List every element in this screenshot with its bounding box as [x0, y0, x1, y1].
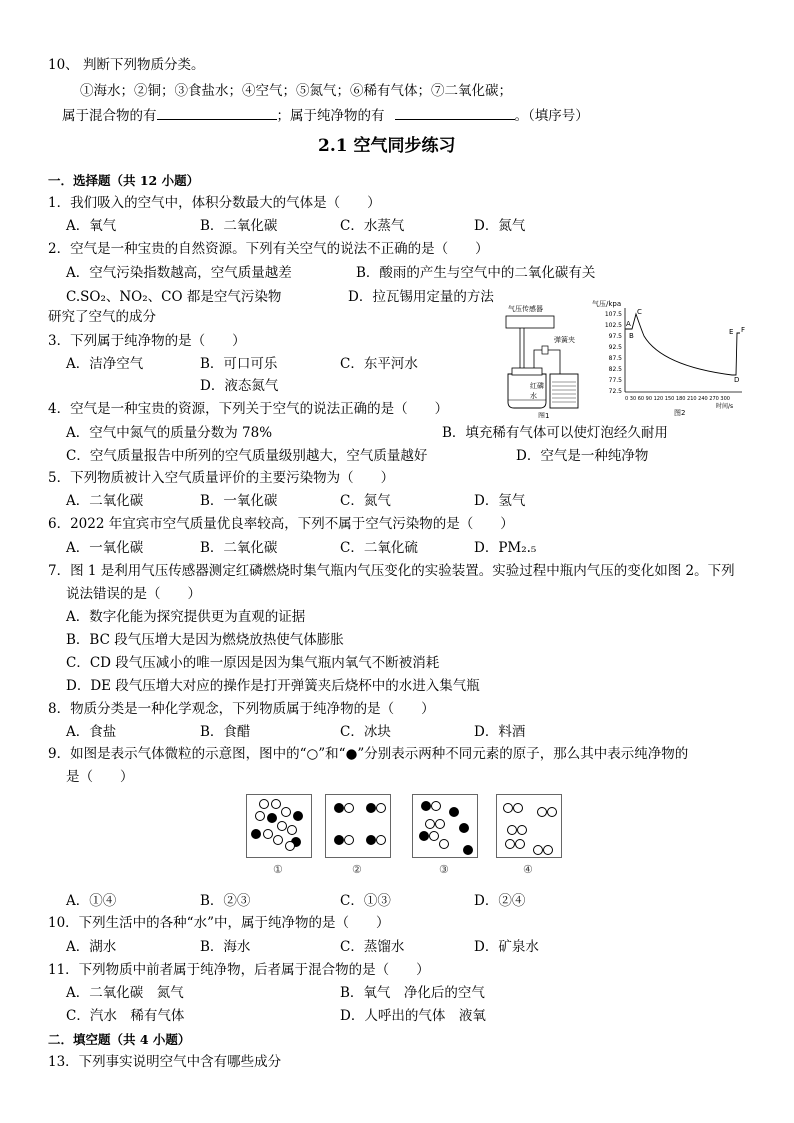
svg-text:97.5: 97.5 [608, 333, 622, 340]
q10-stem: 10．下列生活中的各种“水”中，属于纯净物的是（ ） [48, 915, 390, 931]
q9-option-b[interactable]: B．②③ [200, 893, 251, 909]
q3-stem: 3．下列属于纯净物的是（ ） [48, 333, 246, 349]
svg-text:107.5: 107.5 [604, 311, 622, 318]
q11-option-c[interactable]: C．汽水 稀有气体 [66, 1008, 185, 1024]
prev-q10-title: 10、 判断下列物质分类。 [48, 57, 205, 73]
svg-text:F: F [741, 326, 746, 334]
q8-option-a[interactable]: A．食盐 [66, 724, 117, 740]
svg-text:E: E [729, 328, 734, 336]
q3-option-b[interactable]: B．可口可乐 [200, 356, 278, 372]
q2-option-d-cont: 研究了空气的成分 [48, 309, 156, 325]
section-1-heading: 一．选择题（共 12 小题） [48, 173, 200, 188]
particle-box-4 [496, 794, 562, 858]
q7-option-d[interactable]: D．DE 段气压增大对应的操作是打开弹簧夹后烧杯中的水进入集气瓶 [66, 678, 480, 694]
svg-text:72.5: 72.5 [608, 388, 622, 395]
pressure-curve [625, 314, 740, 375]
q11-option-a[interactable]: A．二氧化碳 氮气 [66, 985, 184, 1001]
figure-2-caption: 图2 [674, 409, 686, 417]
spring-clamp [542, 346, 548, 354]
svg-text:弹簧夹: 弹簧夹 [554, 336, 575, 344]
particle-box-1 [246, 794, 312, 858]
figure-2-pressure-graph [592, 296, 754, 418]
q7-stem-line1: 7．图 1 是利用气压传感器测定红磷燃烧时集气瓶内气压变化的实验装置。实验过程中瓶内气压的变化如图 2。下列 [48, 563, 735, 579]
q13-stem: 13．下列事实说明空气中含有哪些成分 [48, 1054, 282, 1070]
q5-option-d[interactable]: D．氢气 [474, 493, 526, 509]
section-2-heading: 二．填空题（共 4 小题） [48, 1032, 191, 1047]
svg-text:水: 水 [530, 392, 537, 400]
q7-option-b[interactable]: B．BC 段气压增大是因为燃烧放热使气体膨胀 [66, 632, 344, 648]
page-title: 2.1 空气同步练习 [318, 136, 456, 156]
beaker [550, 374, 578, 408]
sensor-label: 气压传感器 [508, 305, 543, 313]
gas-bottle [508, 374, 546, 408]
prev-q10-fill-line [62, 106, 589, 125]
q2-stem: 2．空气是一种宝贵的自然资源。下列有关空气的说法不正确的是（ ） [48, 241, 489, 257]
q4-option-c[interactable]: C．空气质量报告中所列的空气质量级别越大，空气质量越好 [66, 448, 428, 464]
fill-label-mixture: 属于混合物的有 [62, 108, 157, 124]
q4-option-d[interactable]: D．空气是一种纯净物 [516, 448, 649, 464]
particle-label-3: ③ [439, 863, 449, 876]
q2-option-d[interactable]: D．拉瓦锡用定量的方法 [348, 289, 494, 305]
q3-option-c[interactable]: C．东平河水 [340, 356, 418, 372]
svg-text:77.5: 77.5 [608, 377, 622, 384]
q8-option-b[interactable]: B．食醋 [200, 724, 251, 740]
q1-stem: 1．我们吸入的空气中，体积分数最大的气体是（ ） [48, 195, 381, 211]
q6-option-a[interactable]: A．一氧化碳 [66, 540, 144, 556]
q6-stem: 6．2022 年宜宾市空气质量优良率较高，下列不属于空气污染物的是（ ） [48, 516, 514, 532]
q7-option-c[interactable]: C．CD 段气压减小的唯一原因是因为集气瓶内氧气不断被消耗 [66, 655, 440, 671]
particle-box-3 [412, 794, 478, 858]
svg-text:B: B [629, 332, 634, 340]
q11-option-d[interactable]: D．人呼出的气体 液氧 [340, 1008, 486, 1024]
q5-option-a[interactable]: A．二氧化碳 [66, 493, 144, 509]
particle-box-2 [325, 794, 391, 858]
svg-text:D: D [734, 376, 740, 384]
q10-option-b[interactable]: B．海水 [200, 939, 251, 955]
q8-option-d[interactable]: D．料酒 [474, 724, 526, 740]
q10-option-a[interactable]: A．湖水 [66, 939, 117, 955]
q6-option-d[interactable]: D．PM₂.₅ [474, 540, 537, 556]
q3-option-a[interactable]: A．洁净空气 [66, 356, 144, 372]
q9-stem-line2: 是（ ） [66, 769, 134, 785]
svg-text:红磷: 红磷 [530, 382, 544, 390]
q6-option-c[interactable]: C．二氧化硫 [340, 540, 418, 556]
q10-option-c[interactable]: C．蒸馏水 [340, 939, 405, 955]
q10-option-d[interactable]: D．矿泉水 [474, 939, 539, 955]
svg-text:气压/kpa: 气压/kpa [592, 300, 622, 308]
q4-option-a[interactable]: A．空气中氮气的质量分数为 78% [66, 425, 273, 441]
q1-option-b[interactable]: B．二氧化碳 [200, 218, 278, 234]
q5-option-b[interactable]: B．一氧化碳 [200, 493, 278, 509]
q5-stem: 5．下列物质被计入空气质量评价的主要污染物为（ ） [48, 470, 395, 486]
q3-option-d[interactable]: D．液态氮气 [200, 378, 279, 394]
q5-option-c[interactable]: C．氮气 [340, 493, 391, 509]
svg-text:87.5: 87.5 [608, 355, 622, 362]
fill-end: 。（填序号） [514, 108, 589, 124]
svg-text:92.5: 92.5 [608, 344, 622, 351]
fill-label-pure: ；属于纯净物的有 [276, 108, 385, 124]
pure-blank[interactable] [395, 106, 515, 120]
q6-option-b[interactable]: B．二氧化碳 [200, 540, 278, 556]
q2-option-a[interactable]: A．空气污染指数越高，空气质量越差 [66, 265, 292, 281]
figure-1-caption: 图1 [538, 412, 550, 418]
pressure-sensor-box [506, 316, 554, 328]
q9-option-a[interactable]: A．①④ [66, 893, 117, 909]
svg-text:A: A [626, 320, 631, 328]
q1-option-a[interactable]: A．氧气 [66, 218, 117, 234]
q11-option-b[interactable]: B．氧气 净化后的空气 [340, 985, 485, 1001]
prev-q10-items: ①海水；②铜；③食盐水；④空气；⑤氮气；⑥稀有气体；⑦二氧化碳； [80, 83, 512, 99]
svg-text:82.5: 82.5 [608, 366, 622, 373]
figure-1-apparatus [490, 300, 600, 418]
q1-option-d[interactable]: D．氮气 [474, 218, 526, 234]
q8-option-c[interactable]: C．冰块 [340, 724, 391, 740]
svg-text:C: C [637, 308, 642, 316]
q8-stem: 8．物质分类是一种化学观念，下列物质属于纯净物的是（ ） [48, 701, 435, 717]
particle-label-1: ① [273, 863, 283, 876]
q9-stem-line1: 9．如图是表示气体微粒的示意图，图中的“○”和“●”分别表示两种不同元素的原子，那么其中表示纯净物的 [48, 746, 689, 762]
q9-option-c[interactable]: C．①③ [340, 893, 391, 909]
q11-stem: 11．下列物质中前者属于纯净物，后者属于混合物的是（ ） [48, 962, 430, 978]
svg-text:时间/s: 时间/s [716, 403, 734, 410]
y-tick-labels [605, 311, 622, 395]
q4-option-b[interactable]: B．填充稀有气体可以使灯泡经久耐用 [442, 425, 668, 441]
q7-option-a[interactable]: A．数字化能为探究提供更为直观的证据 [66, 609, 306, 625]
q1-option-c[interactable]: C．水蒸气 [340, 218, 405, 234]
mixture-blank[interactable] [157, 106, 277, 120]
q2-option-c[interactable]: C.SO₂、NO₂、CO 都是空气污染物 [66, 289, 282, 305]
svg-text:102.5: 102.5 [604, 322, 622, 329]
particle-label-4: ④ [523, 863, 533, 876]
x-tick-labels: 0 30 60 90 120 150 180 210 240 270 300 [625, 396, 730, 402]
q7-stem-line2: 说法错误的是（ ） [66, 586, 201, 602]
q4-stem: 4．空气是一种宝贵的资源，下列关于空气的说法正确的是（ ） [48, 401, 449, 417]
q2-option-b[interactable]: B．酸雨的产生与空气中的二氧化碳有关 [356, 265, 596, 281]
q9-option-d[interactable]: D．②④ [474, 893, 526, 909]
particle-label-2: ② [352, 863, 362, 876]
